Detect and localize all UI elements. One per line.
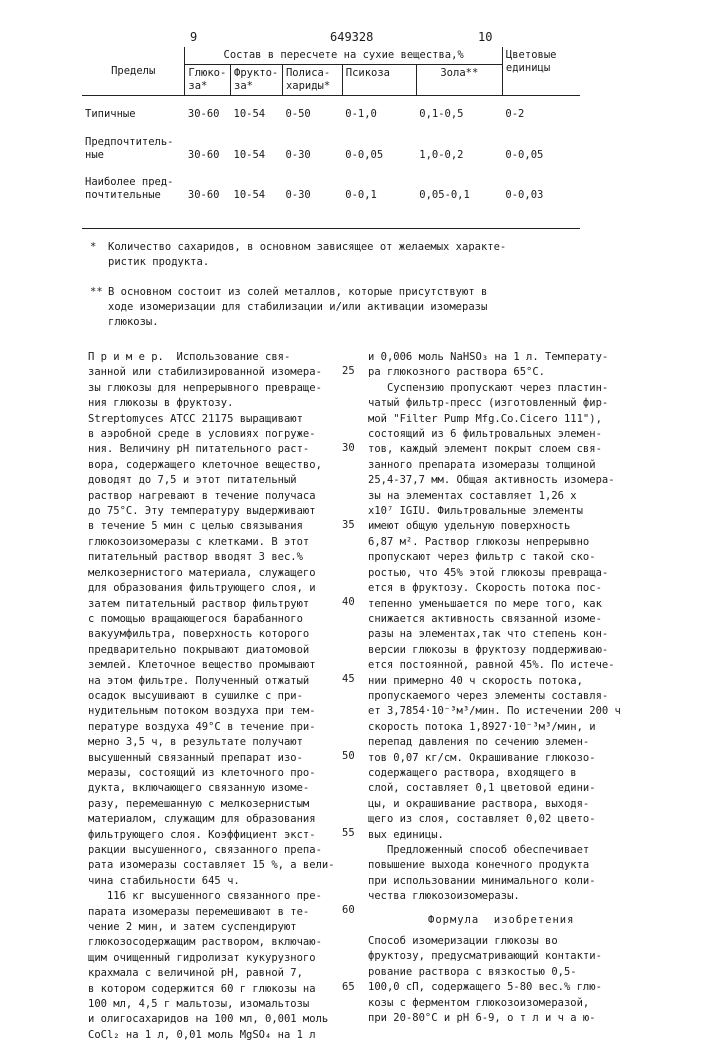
cell-fructose: 10-54 (231, 164, 283, 204)
text-line: содержащего раствора, входящего в (368, 766, 683, 781)
text-line: скорость потока 1,8927·10⁻³м³/мин, и (368, 720, 683, 735)
text-line: для образования фильтрующего слоя, и (88, 581, 388, 596)
cell-polysaccharides: 0-30 (282, 124, 342, 164)
row-label: Предпочтитель-ные (82, 124, 185, 164)
text-line: глюкозоизомеразы с клетками. В этот (88, 535, 388, 550)
text-line: x10⁷ IGIU. Фильтровальные элементы (368, 504, 683, 519)
text-line: питательный раствор вводят 3 вес.% (88, 550, 388, 565)
text-line: тепенно уменьшается по мере того, как (368, 597, 683, 612)
text-line: дукта, включающего связанную изоме- (88, 781, 388, 796)
line-number: 65 (342, 981, 355, 993)
text-line: Суспензию пропускают через пластин- (368, 381, 683, 396)
text-line: ния глюкозы в фруктозу. (88, 396, 388, 411)
text-line: вых единицы. (368, 828, 683, 843)
footnote-line: Количество сахаридов, в основном зависящее от желаемых характе- (108, 240, 588, 255)
footnote-line: глюкозы. (108, 315, 588, 330)
text-line: чение 2 мин, и затем суспендируют (88, 920, 388, 935)
cell-psicose: 0-1,0 (342, 96, 416, 124)
formula-title: Формула изобретения (368, 913, 683, 928)
header-fructose: Фрукто-за* (231, 65, 283, 96)
text-line: П р и м е р. Использование свя- (88, 350, 388, 365)
header-color-units: Цветовые единицы (502, 47, 580, 96)
text-line: занного препарата изомеразы толщиной (368, 458, 683, 473)
text-line: ется в фруктозу. Скорость потока пос- (368, 581, 683, 596)
text-line: нии примерно 40 ч скорость потока, (368, 674, 683, 689)
text-line: рование раствора с вязкостью 0,5- (368, 965, 683, 980)
page-number-right: 10 (478, 30, 492, 44)
text-line: ростью, что 45% этой глюкозы превраща- (368, 566, 683, 581)
row-label: Типичные (82, 96, 185, 124)
text-line: 100 мл, 4,5 г мальтозы, изомальтозы (88, 997, 388, 1012)
text-line: Способ изомеризации глюкозы во (368, 934, 683, 949)
text-line: козы с ферментом глюкозоизомеразой, (368, 996, 683, 1011)
text-line: ет 3,7854·10⁻³м³/мин. По истечении 200 ч (368, 704, 683, 719)
text-line: землей. Клеточное вещество промывают (88, 658, 388, 673)
cell-polysaccharides: 0-50 (282, 96, 342, 124)
header-glucose: Глюко-за* (185, 65, 231, 96)
text-line: чества глюкозоизомеразы. (368, 889, 683, 904)
text-line: высушенный связанный препарат изо- (88, 751, 388, 766)
text-line: CoCl₂ на 1 л, 0,01 моль MgSO₄ на 1 л (88, 1028, 388, 1043)
text-line: ракции высушенного, связанного препа- (88, 843, 388, 858)
cell-ash: 0,1-0,5 (416, 96, 502, 124)
cell-fructose: 10-54 (231, 96, 283, 124)
text-line: фильтрующего слоя. Коэффициент экст- (88, 828, 388, 843)
text-line: при использовании минимального коли- (368, 874, 683, 889)
header-ash: Зола** (416, 65, 502, 96)
text-line: пропускают через фильтр с такой ско- (368, 550, 683, 565)
patent-number: 649328 (330, 30, 373, 44)
text-line: в котором содержится 60 г глюкозы на (88, 982, 388, 997)
text-line: и 0,006 моль NaHSO₃ на 1 л. Температу- (368, 350, 683, 365)
cell-glucose: 30-60 (185, 124, 231, 164)
text-line: предварительно покрывают диатомовой (88, 643, 388, 658)
cell-psicose: 0-0,1 (342, 164, 416, 204)
example-right-column (368, 350, 683, 1026)
text-line: 100,0 сП, содержащего 5-80 вес.% глю- (368, 980, 683, 995)
text-line: ется постоянной, равной 45%. По истече- (368, 658, 683, 673)
row-label: Наиболее пред-почтительные (82, 164, 185, 204)
cell-ash: 1,0-0,2 (416, 124, 502, 164)
footnote-line: ходе изомеризации для стабилизации и/или активации изомеразы (108, 300, 588, 315)
table-row (82, 124, 580, 164)
composition-table (82, 47, 580, 204)
footnote-mark: ** (90, 285, 103, 300)
text-line: слой, составляет 0,1 цветовой едини- (368, 781, 683, 796)
table-bottom-rule (82, 228, 580, 229)
cell-psicose: 0-0,05 (342, 124, 416, 164)
text-line: разу, перемешанную с мелкозернистым (88, 797, 388, 812)
table-row (82, 164, 580, 204)
text-line: разы на элементах,так что степень кон- (368, 627, 683, 642)
text-line: состоящий из 6 фильтровальных элемен- (368, 427, 683, 442)
text-line: рата изомеразы составляет 15 %, а вели- (88, 858, 388, 873)
line-number: 60 (342, 904, 355, 916)
text-line: перепад давления по сечению элемен- (368, 735, 683, 750)
cell-glucose: 30-60 (185, 164, 231, 204)
text-line: тов, каждый элемент покрыт слоем свя- (368, 442, 683, 457)
line-number: 35 (342, 519, 355, 531)
text-line: зы на элементах составляет 1,26 x (368, 489, 683, 504)
text-line: до 75°С. Эту температуру выдерживают (88, 504, 388, 519)
text-line: повышение выхода конечного продукта (368, 858, 683, 873)
text-line: щим очищенный гидролизат кукурузного (88, 951, 388, 966)
text-line: доводят до 7,5 и этот питательный (88, 473, 388, 488)
cell-polysaccharides: 0-30 (282, 164, 342, 204)
line-number: 30 (342, 442, 355, 454)
header-composition: Состав в пересчете на сухие вещества,% (185, 47, 503, 65)
text-line: в аэробной среде в условиях погруже- (88, 427, 388, 442)
text-line: мелкозернистого материала, служащего (88, 566, 388, 581)
text-line: с помощью вращающегося барабанного (88, 612, 388, 627)
cell-glucose: 30-60 (185, 96, 231, 124)
text-line: снижается активность связанной изоме- (368, 612, 683, 627)
text-line: крахмала с величиной рН, равной 7, (88, 966, 388, 981)
text-line: в течение 5 мин с целью связывания (88, 519, 388, 534)
footnote-double-star (108, 285, 588, 330)
text-line: осадок высушивают в сушилке с при- (88, 689, 388, 704)
text-line: фруктозу, предусматривающий контакти- (368, 949, 683, 964)
text-line: затем питательный раствор фильтруют (88, 597, 388, 612)
text-line: нудительным потоком воздуха при тем- (88, 704, 388, 719)
text-line: Предложенный способ обеспечивает (368, 843, 683, 858)
header-limits: Пределы (82, 47, 185, 96)
text-line: на этом фильтре. Полученный отжатый (88, 674, 388, 689)
line-number: 40 (342, 596, 355, 608)
page-number-left: 9 (190, 30, 197, 44)
text-line: зы глюкозы для непрерывного превраще- (88, 381, 388, 396)
line-number: 50 (342, 750, 355, 762)
text-line: 116 кг высушенного связанного пре- (88, 889, 388, 904)
cell-color: 0-0,05 (502, 124, 580, 164)
text-line: щего из слоя, составляет 0,02 цвето- (368, 812, 683, 827)
text-line: занной или стабилизированной изомера- (88, 365, 388, 380)
cell-color: 0-2 (502, 96, 580, 124)
text-line: пропускаемого через элементы составля- (368, 689, 683, 704)
text-line: чина стабильности 645 ч. (88, 874, 388, 889)
text-line: цы, и окрашивание раствора, выходя- (368, 797, 683, 812)
line-number: 55 (342, 827, 355, 839)
text-line: мерно 3,5 ч, в результате получают (88, 735, 388, 750)
text-line: глюкозосодержащим раствором, включаю- (88, 935, 388, 950)
line-number: 45 (342, 673, 355, 685)
text-line: ния. Величину рН питательного раст- (88, 442, 388, 457)
header-psicose: Псикоза (342, 65, 416, 96)
text-line: 25,4-37,7 мм. Общая активность изомера- (368, 473, 683, 488)
footnote-line: ристик продукта. (108, 255, 588, 270)
text-line: 6,87 м². Раствор глюкозы непрерывно (368, 535, 683, 550)
text-line: Streptomyces АТСС 21175 выращивают (88, 412, 388, 427)
cell-fructose: 10-54 (231, 124, 283, 164)
text-line: меразы, состоящий из клеточного про- (88, 766, 388, 781)
footnote-line: В основном состоит из солей металлов, которые присутствуют в (108, 285, 588, 300)
text-line: версии глюкозы в фруктозу поддерживаю- (368, 643, 683, 658)
cell-ash: 0,05-0,1 (416, 164, 502, 204)
text-line: и олигосахаридов на 100 мл, 0,001 моль (88, 1012, 388, 1027)
table-row (82, 96, 580, 124)
cell-color: 0-0,03 (502, 164, 580, 204)
text-line: ра глюкозного раствора 65°С. (368, 365, 683, 380)
line-number: 25 (342, 365, 355, 377)
text-line: чатый фильтр-пресс (изготовленный фир- (368, 396, 683, 411)
footnote-single-star (108, 240, 588, 270)
text-line: материалом, служащим для образования (88, 812, 388, 827)
text-line: парата изомеразы перемешивают в те- (88, 905, 388, 920)
text-line: вора, содержащего клеточное вещество, (88, 458, 388, 473)
footnote-mark: * (90, 240, 96, 255)
text-line: при 20-80°С и рН 6-9, о т л и ч а ю- (368, 1011, 683, 1026)
text-line: имеют общую удельную поверхность (368, 519, 683, 534)
text-line: пературе воздуха 49°С в течение при- (88, 720, 388, 735)
header-polysaccharides: Полиса-хариды* (282, 65, 342, 96)
text-line: раствор нагревают в течение получаса (88, 489, 388, 504)
text-line: мой "Filter Pump Mfg.Co.Cicero 111"), (368, 412, 683, 427)
text-line: вакуумфильтра, поверхность которого (88, 627, 388, 642)
text-line: тов 0,07 кг/см. Окрашивание глюкозо- (368, 751, 683, 766)
